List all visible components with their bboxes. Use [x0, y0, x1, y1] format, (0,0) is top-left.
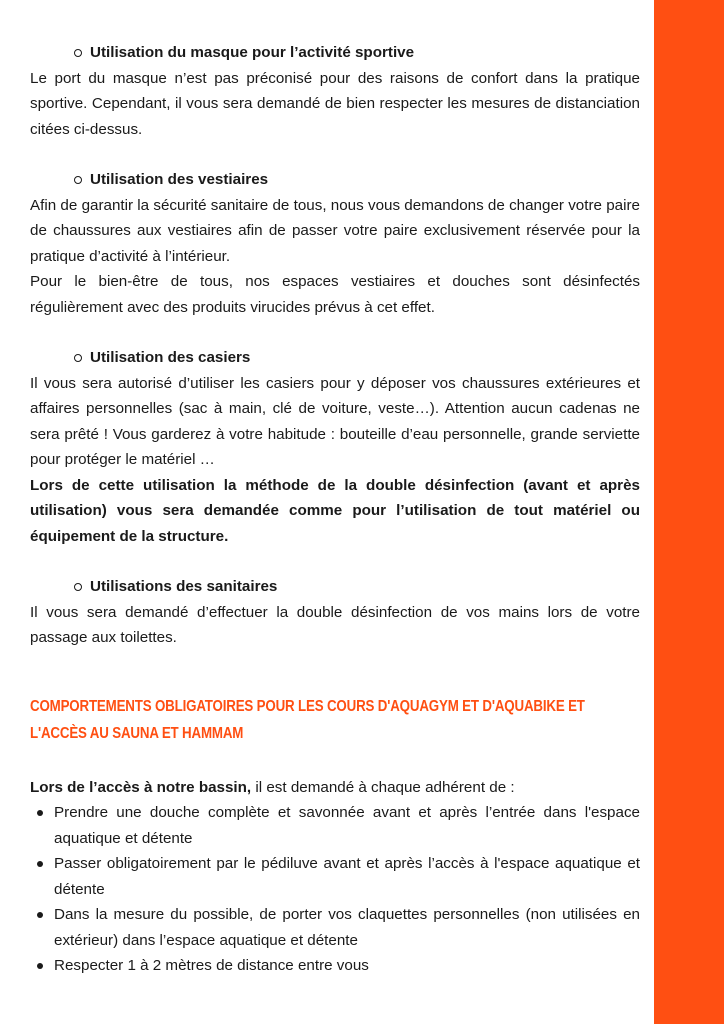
section-sanitary — [30, 574, 640, 651]
list-item: Passer obligatoirement par le pédiluve avant et après l’accès à l'espace aquatique et détente — [30, 851, 640, 902]
pool-intro — [30, 775, 640, 801]
paragraph-changing-rooms-2: Pour le bien-être de tous, nos espaces vestiaires et douches sont désinfectés régulièrement avec des produits virucides prévus à cet effet. — [30, 273, 640, 316]
paragraph-lockers-bold: Lors de cette utilisation la méthode de la double désinfection (avant et après utilisation) vous sera demandée comme pour l’utilisation de tout matériel ou équipement de la structure. — [30, 476, 640, 545]
document-page — [30, 40, 640, 979]
paragraph-changing-rooms-1: Afin de garantir la sécurité sanitaire de tous, nous vous demandons de changer votre paire de chaussures aux vestiaires afin de passer votre paire exclusivement réservée pour la pratique d’activité à l’intérieur. — [30, 196, 640, 265]
section-changing-rooms — [30, 167, 640, 320]
section-title-lockers: Utilisation des casiers — [78, 345, 640, 371]
list-item: Prendre une douche complète et savonnée avant et après l’entrée dans l'espace aquatique et détente — [30, 800, 640, 851]
paragraph-lockers: Il vous sera autorisé d’utiliser les casiers pour y déposer vos chaussures extérieures et affaires personnelles (sac à main, clé de voiture, veste…). Attention aucun cadenas ne sera prêté ! Vous garderez à votre habitude : bouteille d’eau personnelle, grande serviette pour protéger le matériel … — [30, 374, 640, 468]
orange-side-stripe — [654, 0, 724, 1024]
section-mask — [30, 40, 640, 142]
list-item: Respecter 1 à 2 mètres de distance entre vous — [30, 953, 640, 979]
section-lockers — [30, 345, 640, 549]
paragraph-sanitary: Il vous sera demandé d’effectuer la double désinfection de vos mains lors de votre passage aux toilettes. — [30, 603, 640, 646]
list-item: Dans la mesure du possible, de porter vos claquettes personnelles (non utilisées en extérieur) dans l’espace aquatique et détente — [30, 902, 640, 953]
section-title-mask: Utilisation du masque pour l’activité sportive — [78, 40, 640, 66]
paragraph-mask: Le port du masque n’est pas préconisé pour des raisons de confort dans la pratique sportive. Cependant, il vous sera demandé de bien respecter les mesures de distanciation citées ci-dessus. — [30, 69, 640, 138]
pool-intro-rest: il est demandé à chaque adhérent de : — [251, 778, 515, 796]
section-title-changing-rooms: Utilisation des vestiaires — [78, 167, 640, 193]
section-heading-aquagym: COMPORTEMENTS OBLIGATOIRES POUR LES COURS D'AQUAGYM ET D'AQUABIKE ET L'ACCÈS AU SAUNA ET HAMMAM — [30, 697, 585, 742]
pool-rules-list — [30, 800, 640, 979]
section-title-sanitary: Utilisations des sanitaires — [78, 574, 640, 600]
pool-intro-bold: Lors de l’accès à notre bassin, — [30, 778, 252, 796]
